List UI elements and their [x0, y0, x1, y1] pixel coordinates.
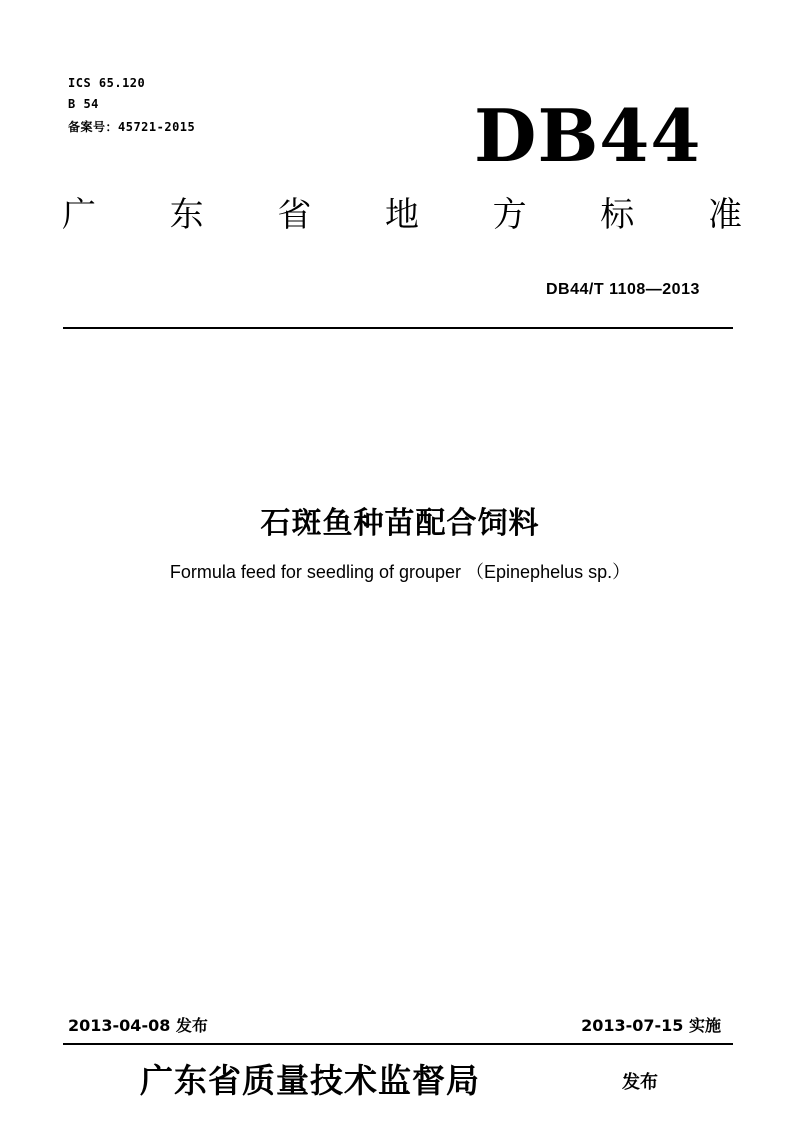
top-divider — [63, 327, 733, 329]
bottom-divider — [63, 1043, 733, 1045]
standard-number: DB44/T 1108—2013 — [546, 281, 700, 298]
standard-logo: DB44 — [474, 93, 702, 178]
issuing-label: 发布 — [622, 1072, 658, 1093]
standard-type-char: 省 — [277, 195, 312, 235]
standard-type-char: 广 — [62, 195, 96, 235]
standard-type-char: 准 — [707, 195, 742, 235]
document-title-chinese: 石斑鱼种苗配合饲料 — [260, 506, 540, 541]
standard-type-char: 东 — [169, 195, 204, 235]
classification-code: B 54 — [68, 97, 99, 111]
record-number: 备案号：45721-2015 — [68, 120, 196, 134]
implementation-date: 2013-07-15 实施 — [581, 1016, 721, 1035]
standard-type-char: 方 — [492, 195, 527, 235]
ics-code: ICS 65.120 — [68, 76, 146, 90]
standard-type-char: 地 — [384, 195, 419, 235]
issuing-authority: 广东省质量技术监督局 — [140, 1061, 480, 1100]
standard-type-heading — [62, 195, 742, 235]
document-title-english: Formula feed for seedling of grouper （Epinephelus sp.） — [169, 562, 631, 582]
standard-type-char: 标 — [600, 195, 635, 235]
issue-date: 2013-04-08 发布 — [68, 1016, 208, 1035]
